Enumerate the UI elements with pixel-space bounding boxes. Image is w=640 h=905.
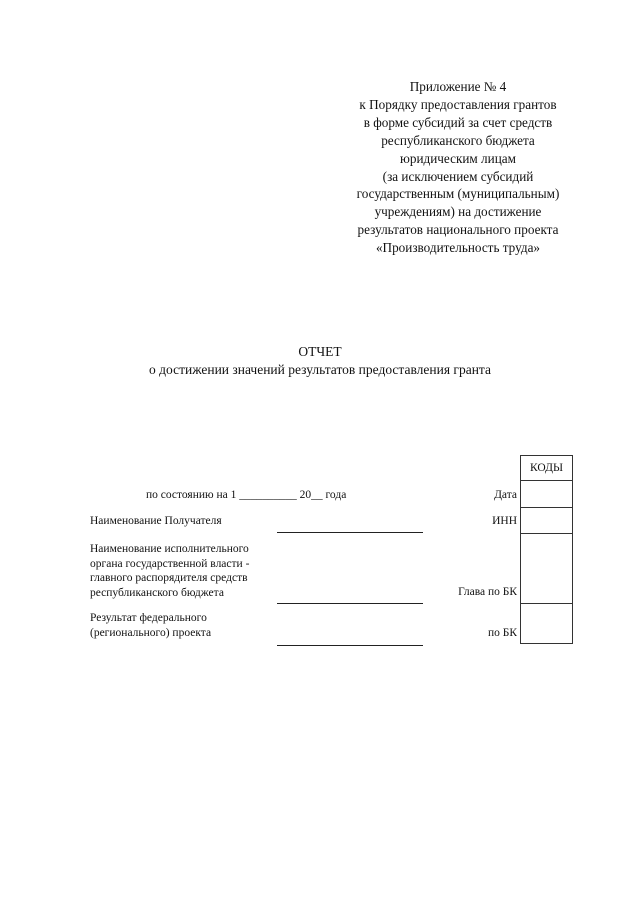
recipient-label: Наименование Получателя — [90, 515, 222, 527]
date-line: по состоянию на 1 __________ 20__ года — [146, 489, 347, 501]
authority-line: республиканского бюджета — [90, 586, 224, 599]
chapter-code-cell[interactable] — [521, 534, 573, 604]
authority-underline[interactable] — [277, 603, 423, 604]
date-label: Дата — [494, 489, 517, 501]
chapter-label: Глава по БК — [458, 586, 517, 598]
appendix-line: (за исключением субсидий — [382, 168, 534, 184]
codes-table — [520, 455, 573, 644]
inn-label: ИНН — [492, 515, 517, 527]
result-line: (регионального) проекта — [90, 626, 212, 639]
authority-line: главного распорядителя средств — [90, 572, 248, 584]
result-line: Результат федерального — [90, 612, 207, 624]
appendix-line: государственным (муниципальным) — [356, 186, 560, 202]
appendix-line: Приложение № 4 — [409, 79, 507, 94]
result-label — [90, 611, 211, 640]
appendix-line: результатов национального проекта — [357, 222, 559, 238]
authority-line: Наименование исполнительного — [90, 543, 249, 555]
authority-line: органа государственной власти - — [90, 557, 250, 570]
recipient-underline[interactable] — [277, 532, 423, 533]
appendix-line: «Производительность труда» — [375, 240, 541, 256]
bk-code-cell[interactable] — [521, 604, 573, 644]
codes-header: КОДЫ — [521, 456, 573, 481]
appendix-line: юридическим лицам — [400, 150, 516, 166]
appendix-line: республиканского бюджета — [381, 132, 535, 148]
appendix-block — [330, 78, 586, 257]
date-code-cell[interactable] — [521, 481, 573, 508]
authority-label — [90, 542, 249, 600]
appendix-line: к Порядку предоставления грантов — [359, 96, 557, 112]
appendix-line: учреждениям) на достижение — [374, 204, 542, 220]
report-subtitle: о достижении значений результатов предоставления гранта — [149, 362, 491, 377]
result-underline[interactable] — [277, 645, 423, 646]
report-title: ОТЧЕТ — [298, 344, 342, 359]
bk-label: по БК — [487, 627, 517, 639]
appendix-line: в форме субсидий за счет средств — [363, 114, 553, 130]
inn-code-cell[interactable] — [521, 508, 573, 534]
